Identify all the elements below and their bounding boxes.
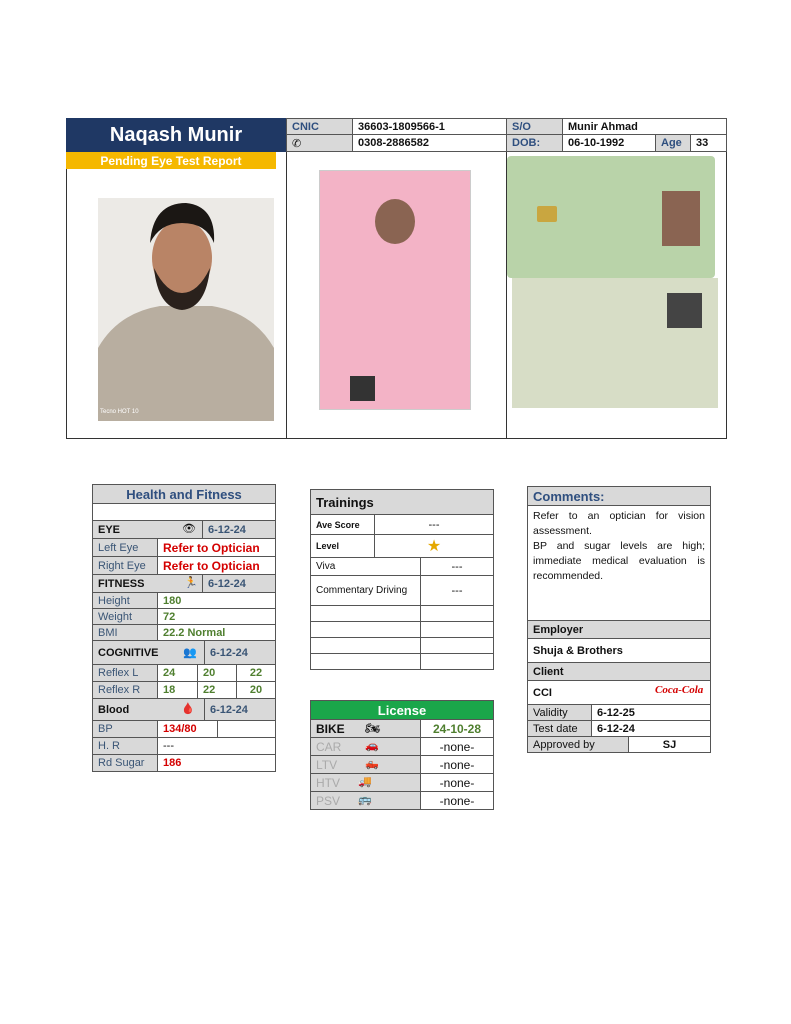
- reflex-r-2: 22: [197, 681, 237, 699]
- license-title: License: [310, 700, 494, 720]
- cnic-value: 36603-1809566-1: [352, 118, 507, 135]
- employee-name: Naqash Munir: [66, 118, 286, 152]
- bmi-value: 22.2 Normal: [157, 624, 276, 641]
- empty-row: [310, 621, 421, 638]
- empty-row: [310, 605, 421, 622]
- empty-row: [310, 653, 421, 670]
- reflex-r-3: 20: [236, 681, 276, 699]
- health-spacer: [92, 503, 276, 521]
- dob-label: DOB:: [506, 134, 563, 152]
- license-ltv-value: -none-: [420, 755, 494, 774]
- father-name: Munir Ahmad: [562, 118, 727, 135]
- eye-test-icon: 👁: [182, 523, 196, 535]
- level-label: Level: [310, 534, 375, 558]
- reflex-l-3: 22: [236, 664, 276, 682]
- reflex-l-2: 20: [197, 664, 237, 682]
- validity-label: Validity: [527, 704, 592, 721]
- license-type-htv: HTV: [310, 773, 421, 792]
- cognitive-icon: 👥: [183, 647, 197, 659]
- commentary-driving-label: Commentary Driving: [310, 575, 421, 606]
- right-eye-label: Right Eye: [92, 556, 158, 575]
- cognitive-label: COGNITIVE: [92, 640, 205, 665]
- empty-row: [310, 637, 421, 654]
- license-type-bike: BIKE: [310, 719, 421, 738]
- employee-photo: [98, 198, 274, 421]
- age-label: Age: [655, 134, 691, 152]
- divider: [286, 118, 287, 439]
- age-value: 33: [690, 134, 727, 152]
- hr-value: ---: [157, 737, 276, 755]
- height-label: Height: [92, 592, 158, 609]
- phone-icon: ✆: [286, 134, 353, 152]
- license-htv-value: -none-: [420, 773, 494, 792]
- license-car-value: -none-: [420, 737, 494, 756]
- validity-value: 6-12-25: [591, 704, 711, 721]
- bus-icon: 🚌: [358, 794, 372, 806]
- eye-date: 6-12-24: [202, 520, 276, 539]
- blood-date: 6-12-24: [204, 698, 276, 721]
- empty-row: [420, 653, 494, 670]
- fitness-icon: 🏃: [184, 577, 198, 589]
- truck-icon: 🚚: [358, 776, 372, 788]
- bp-value: 134/80: [157, 720, 218, 738]
- right-eye-value: Refer to Optician: [157, 556, 276, 575]
- license-psv-value: -none-: [420, 791, 494, 810]
- empty-row: [420, 637, 494, 654]
- approved-by-label: Approved by: [527, 736, 629, 753]
- left-eye-label: Left Eye: [92, 538, 158, 557]
- ave-score-label: Ave Score: [310, 514, 375, 535]
- cnic-label: CNIC: [286, 118, 353, 135]
- hr-label: H. R: [92, 737, 158, 755]
- reflex-l-1: 24: [157, 664, 198, 682]
- empty-row: [420, 605, 494, 622]
- height-value: 180: [157, 592, 276, 609]
- comments-text: Refer to an optician for vision assessment. BP and sugar levels are high; immediate medical evaluation is recommended.: [527, 505, 711, 621]
- phone-value: 0308-2886582: [352, 134, 507, 152]
- coca-cola-logo: Coca-Cola: [655, 684, 704, 696]
- reflex-l-label: Reflex L: [92, 664, 158, 682]
- trainings-title: Trainings: [310, 489, 494, 515]
- cnic-front-image: [507, 156, 715, 278]
- license-type-psv: PSV: [310, 791, 421, 810]
- cnic-back-image: [512, 278, 718, 408]
- bp-extra: [217, 720, 276, 738]
- so-label: S/O: [506, 118, 563, 135]
- weight-value: 72: [157, 608, 276, 625]
- comments-title: Comments:: [527, 486, 711, 506]
- viva-value: ---: [420, 557, 494, 576]
- blood-icon: 🩸: [181, 703, 195, 715]
- license-bike-expiry: 24-10-28: [420, 719, 494, 738]
- commentary-driving-value: ---: [420, 575, 494, 606]
- reflex-r-1: 18: [157, 681, 198, 699]
- weight-label: Weight: [92, 608, 158, 625]
- sugar-value: 186: [157, 754, 276, 772]
- driving-license-card-image: [319, 170, 471, 410]
- reflex-r-label: Reflex R: [92, 681, 158, 699]
- blood-label: Blood: [92, 698, 205, 721]
- license-type-car: CAR: [310, 737, 421, 756]
- approved-by-value: SJ: [628, 736, 711, 753]
- client-value: CCI: [527, 680, 711, 705]
- viva-label: Viva: [310, 557, 421, 576]
- client-label: Client: [527, 662, 711, 681]
- fitness-date: 6-12-24: [202, 574, 276, 593]
- eye-label: EYE: [92, 520, 203, 539]
- motorbike-icon: 🏍: [365, 721, 381, 735]
- car-icon: 🚗: [365, 740, 379, 752]
- test-date-value: 6-12-24: [591, 720, 711, 737]
- health-title: Health and Fitness: [92, 484, 276, 504]
- license-type-ltv: LTV: [310, 755, 421, 774]
- ave-score-value: ---: [374, 514, 494, 535]
- pickup-truck-icon: 🛻: [365, 758, 379, 770]
- employer-value: Shuja & Brothers: [527, 638, 711, 663]
- bp-label: BP: [92, 720, 158, 738]
- dob-value: 06-10-1992: [562, 134, 656, 152]
- level-star-icon: ★: [374, 534, 494, 558]
- sugar-label: Rd Sugar: [92, 754, 158, 772]
- photo-watermark: Tecno HOT 10: [100, 409, 139, 415]
- test-date-label: Test date: [527, 720, 592, 737]
- left-eye-value: Refer to Optician: [157, 538, 276, 557]
- bmi-label: BMI: [92, 624, 158, 641]
- status-banner: Pending Eye Test Report: [66, 152, 276, 169]
- empty-row: [420, 621, 494, 638]
- cognitive-date: 6-12-24: [204, 640, 276, 665]
- fitness-label: FITNESS: [92, 574, 203, 593]
- employer-label: Employer: [527, 620, 711, 639]
